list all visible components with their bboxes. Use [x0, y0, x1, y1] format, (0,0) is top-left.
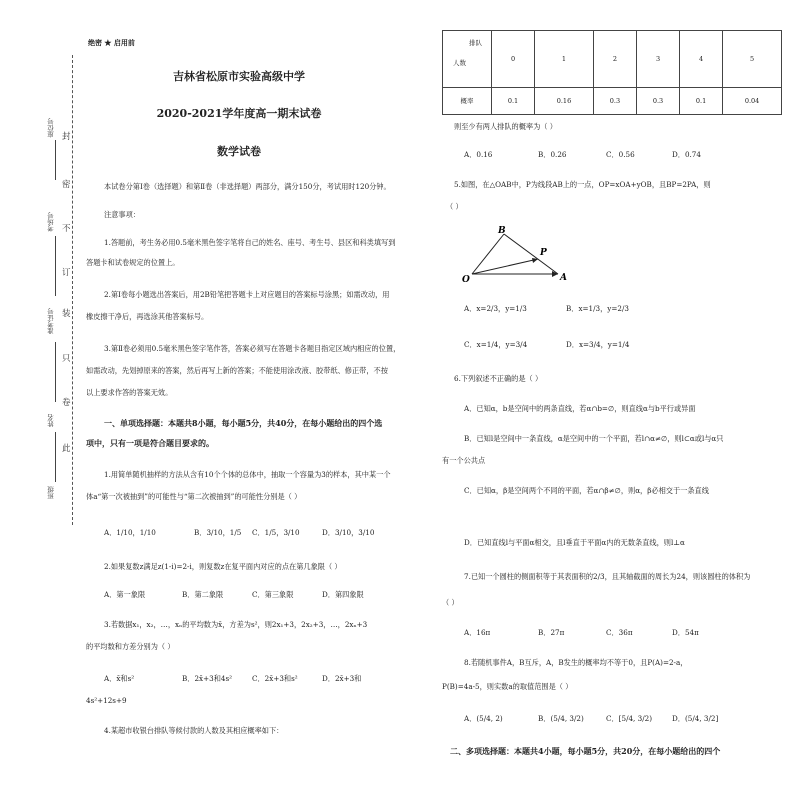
notice-item: 1.答题前，考生务必用0.5毫米黑色签字笔将自己的姓名、座号、考生号、县区和科类填写到 [104, 238, 396, 247]
field-line [55, 342, 56, 402]
option: C．第三象限 [252, 590, 294, 599]
table-cell: 0.3 [636, 88, 679, 115]
option: C．1/5，3/10 [252, 528, 300, 537]
option: D．0.74 [672, 150, 701, 159]
table-header-cell [443, 31, 492, 88]
option: D．已知直线l与平面α相交，且l垂直于平面α内的无数条直线，则l⊥α [464, 538, 685, 547]
subject-title: 数学试卷 [217, 145, 261, 158]
notice-item: 2.第Ⅰ卷每小题选出答案后，用2B铅笔把答题卡上对应题目的答案标号涂黑；如需改动，用 [104, 290, 390, 299]
option: B．已知l是空间中一条直线，α是空间中的一个平面，若l∩α≠∅，则l⊂α或l与α只 [464, 434, 724, 443]
notice-item: 橡皮擦干净后，再选涂其他答案标号。 [86, 312, 209, 321]
option: D．x=3/4，y=1/4 [566, 340, 630, 349]
table-cell: 3 [636, 31, 679, 88]
table-cell: 0.1 [680, 88, 723, 115]
table-cell: 5 [723, 31, 782, 88]
question-text: 4.某超市收银台排队等候付款的人数及其相应概率如下： [104, 726, 284, 735]
point-label: O [462, 275, 470, 285]
table-cell: 4 [680, 31, 723, 88]
admission-number-field: 准考证号 [47, 308, 55, 334]
question-text: 2.如果复数z满足z(1-i)=2-i，则复数z在复平面内对应的点在第几象限（ ） [104, 562, 342, 571]
seat-number-field: 座位号 [47, 118, 55, 138]
question-text: （ ） [442, 598, 459, 607]
question-text: 则至少有两人排队的概率为（ ） [454, 122, 557, 131]
table-cell: 0.1 [492, 88, 535, 115]
option: C．0.56 [606, 150, 635, 159]
option: D．2x̄+3和 [322, 674, 362, 683]
binding-char: 装 [62, 305, 71, 321]
school-title: 吉林省松原市实验高级中学 [173, 70, 305, 83]
name-field: 姓名 [47, 414, 55, 427]
section-heading: 一、单项选择题：本题共8小题，每小题5分，共40分，在每小题给出的四个选 [104, 418, 383, 428]
option: A．x=2/3，y=1/3 [464, 304, 527, 313]
option-continued: 有一个公共点 [442, 456, 486, 465]
binding-char: 封 [62, 128, 71, 144]
header-label: 排队 [469, 39, 482, 47]
table-cell: 0.16 [535, 88, 594, 115]
binding-line [72, 55, 73, 525]
point-label: B [498, 226, 506, 236]
option: B．0.26 [538, 150, 567, 159]
option: C．2x̄+3和s² [252, 674, 298, 683]
option: B．x=1/3，y=2/3 [566, 304, 629, 313]
option: C．[5/4, 3/2) [606, 714, 652, 723]
table-cell: 1 [535, 31, 594, 88]
option: D．(5/4, 3/2] [672, 714, 719, 723]
option: B．3/10，1/5 [194, 528, 242, 537]
triangle-figure [458, 224, 598, 294]
field-line [55, 236, 56, 296]
option-continued: 4s²+12s+9 [86, 696, 127, 705]
question-text: 体a“第一次被抽到”的可能性与“第二次被抽到”的可能性分别是（ ） [86, 492, 302, 501]
section-heading: 二、多项选择题：本题共4小题，每小题5分，共20分，在每小题给出的四个 [450, 746, 721, 756]
option: B．第二象限 [182, 590, 224, 599]
table-cell: 2 [593, 31, 636, 88]
binding-char: 不 [62, 220, 71, 236]
option: B．(5/4, 3/2) [538, 714, 584, 723]
option: A．已知α，b是空间中的两条直线，若α∩b=∅，则直线α与b平行或异面 [464, 404, 696, 413]
question-text: P(B)=4a-5，则实数a的取值范围是（ ） [442, 682, 573, 691]
confidential-label: 绝密 ★ 启用前 [88, 38, 135, 47]
option: A．1/10，1/10 [104, 528, 156, 537]
intro-text: 本试卷分第Ⅰ卷（选择题）和第Ⅱ卷（非选择题）两部分，满分150分，考试用时120分钟。 [104, 182, 391, 191]
question-text: 6.下列叙述不正确的是（ ） [454, 374, 543, 383]
field-line [55, 140, 56, 180]
option: A．第一象限 [104, 590, 146, 599]
table-cell: 0 [492, 31, 535, 88]
table-cell: 0.3 [593, 88, 636, 115]
option: A．0.16 [464, 150, 493, 159]
table-row [443, 31, 782, 88]
question-text: 8.若随机事件A，B互斥，A，B发生的概率均不等于0，且P(A)=2-a， [464, 658, 688, 667]
binding-char: 订 [62, 264, 71, 280]
header-label: 人数 [453, 59, 466, 67]
question-text: 7.已知一个圆柱的侧面积等于其表面积的2/3，且其轴截面的周长为24，则该圆柱的体积为 [464, 572, 751, 581]
question-text: 1.用简单随机抽样的方法从含有10个个体的总体中，抽取一个容量为3的样本，其中某一个 [104, 470, 391, 479]
binding-char: 卷 [62, 394, 71, 410]
table-header-cell: 概率 [443, 88, 492, 115]
option: D．第四象限 [322, 590, 364, 599]
option: C．x=1/4，y=3/4 [464, 340, 528, 349]
notice-item: 3.第Ⅱ卷必须用0.5毫米黑色签字笔作答，答案必须写在答题卡各题目指定区域内相应的位置， [104, 344, 401, 353]
option: A．x̄和s² [104, 674, 135, 683]
binding-char: 此 [62, 440, 71, 456]
option: D．54π [672, 628, 699, 637]
option: B．27π [538, 628, 565, 637]
binding-char: 只 [62, 350, 71, 366]
question-text: 5.如图，在△OAB中，P为线段AB上的一点，OP=xOA+yOB，且BP=2PA，则 [454, 180, 711, 189]
option: C．已知α，β是空间两个不同的平面，若α∩β≠∅，则α，β必相交于一条直线 [464, 486, 709, 495]
segment-ba [504, 234, 558, 274]
exam-title: 2020-2021学年度高一期末试卷 [156, 107, 322, 120]
point-label: P [540, 248, 547, 258]
option: A．16π [464, 628, 491, 637]
exam-room-field: 考场号 [47, 212, 55, 232]
notice-item: 答题卡和试卷规定的位置上。 [86, 258, 180, 267]
point-label: A [560, 273, 567, 283]
section-heading: 项中，只有一项是符合题目要求的。 [86, 438, 214, 448]
option: A．(5/4, 2) [464, 714, 503, 723]
option: B．2x̄+3和4s² [182, 674, 233, 683]
field-line [55, 432, 56, 482]
notice-item: 以上要求作答的答案无效。 [86, 388, 173, 397]
table-cell: 0.04 [723, 88, 782, 115]
question-text: 的平均数和方差分别为（ ） [86, 642, 175, 651]
option: D．3/10，3/10 [322, 528, 375, 537]
probability-table [442, 30, 782, 115]
question-text: （ ） [446, 202, 463, 211]
notice-heading: 注意事项： [104, 210, 140, 219]
binding-char: 密 [62, 176, 71, 192]
class-field: 班级 [47, 486, 55, 499]
notice-item: 如需改动，先划掉原来的答案，然后再写上新的答案；不能使用涂改液、胶带纸、修正带，不按 [86, 366, 388, 375]
table-row [443, 88, 782, 115]
question-text: 3.若数据x₁，x₂，…，xₙ的平均数为x̄，方差为s²，则2x₁+3，2x₂+3，…，2xₙ+3 [104, 620, 368, 629]
binding-margin [0, 0, 84, 794]
option: C．36π [606, 628, 633, 637]
